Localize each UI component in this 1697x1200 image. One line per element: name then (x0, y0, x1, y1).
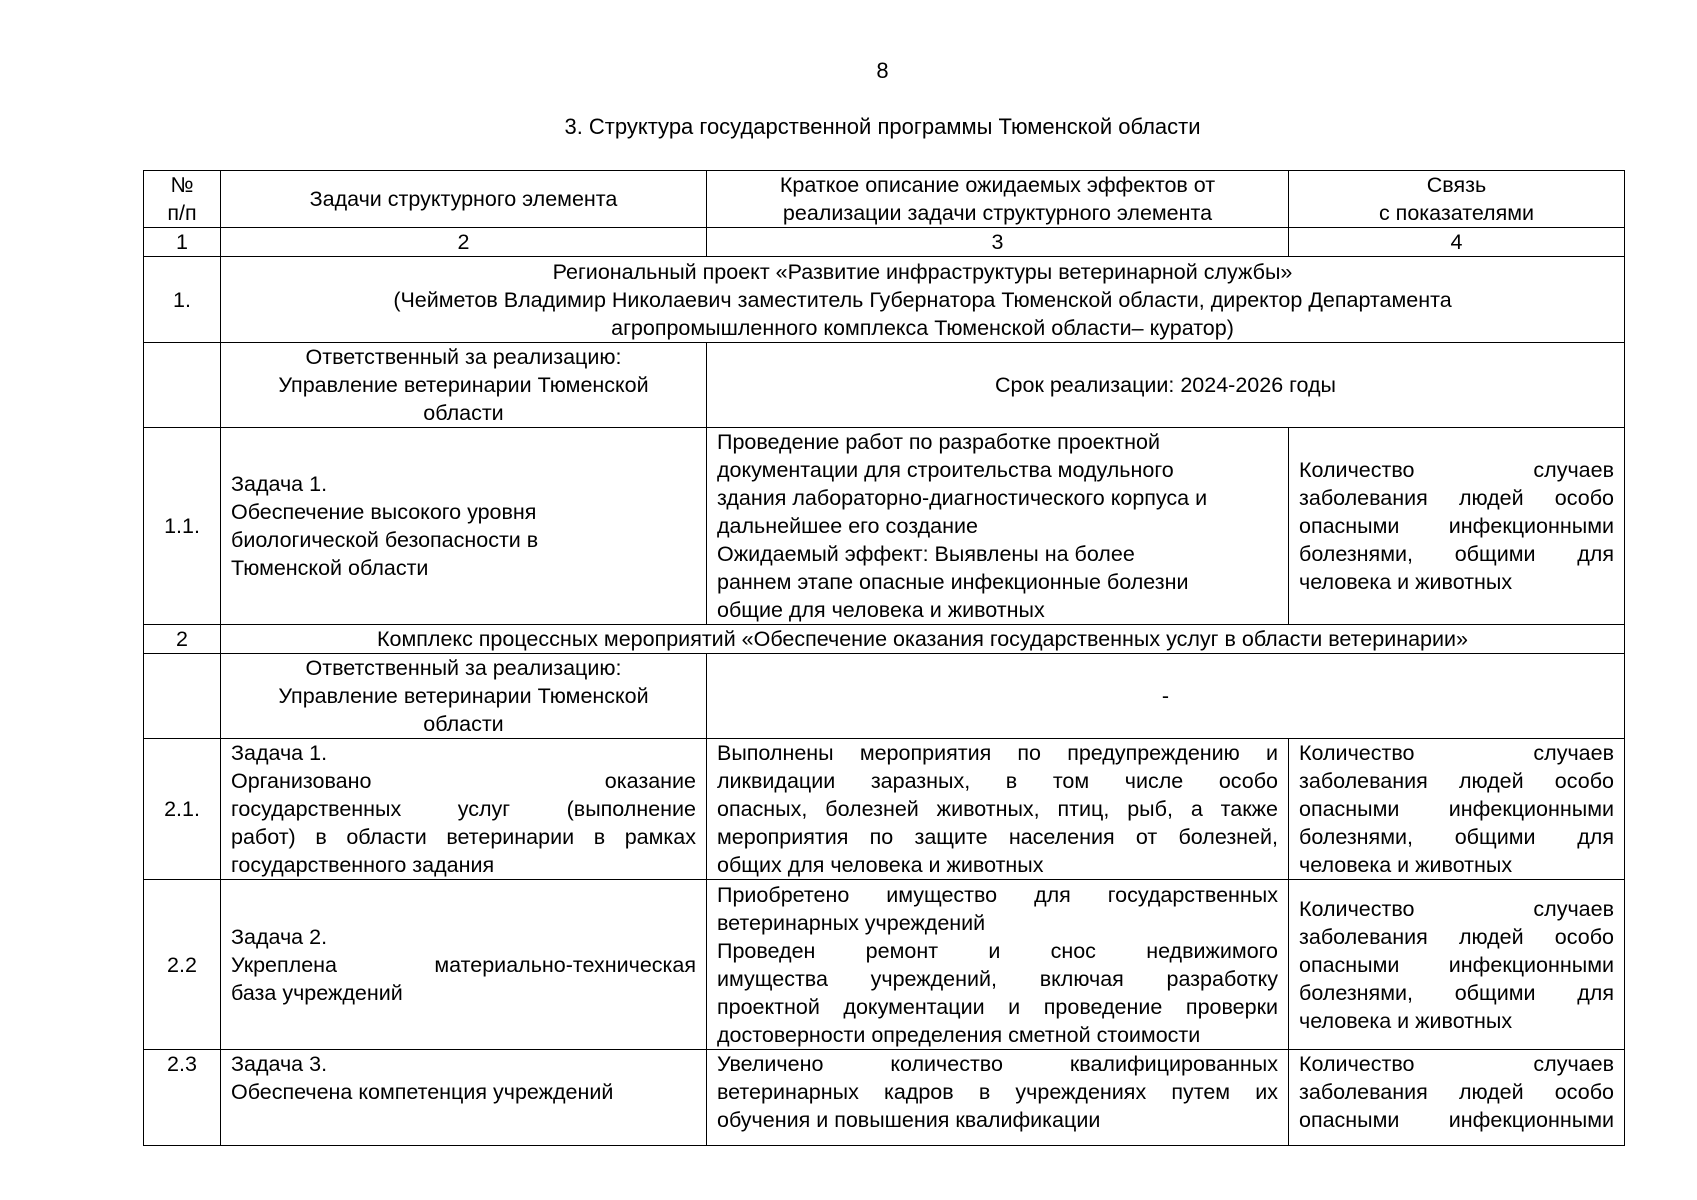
header-row (144, 171, 1625, 228)
column-number: 2 (221, 228, 707, 257)
indicator-cell: Количество случаев заболевания людей особо опасными инфекционными (1289, 1050, 1625, 1146)
section-row (144, 625, 1625, 654)
task-number: 2.2 (144, 880, 221, 1050)
header-col-effects: Краткое описание ожидаемых эффектов от реализации задачи структурного элемента (707, 171, 1289, 228)
task-row (144, 428, 1625, 625)
header-col-number: № п/п (144, 171, 221, 228)
task-row (144, 880, 1625, 1050)
section-title: Комплекс процессных мероприятий «Обеспечение оказания государственных услуг в области ветеринарии» (221, 625, 1625, 654)
document-title: 3. Структура государственной программы Тюменской области (564, 114, 1201, 139)
column-number: 1 (144, 228, 221, 257)
indicator-cell: Количество случаев заболевания людей особо опасными инфекционными болезнями, общими для человека и животных (1289, 428, 1625, 625)
column-numbers-row (144, 228, 1625, 257)
indicator-cell: Количество случаев заболевания людей особо опасными инфекционными болезнями, общими для человека и животных (1289, 880, 1625, 1050)
empty-cell (144, 343, 221, 428)
task-row (144, 739, 1625, 880)
term-cell: - (707, 654, 1625, 739)
task-number: 1.1. (144, 428, 221, 625)
effect-cell: Выполнены мероприятия по предупреждению и ликвидации заразных, в том числе особо опасных, болезней животных, птиц, рыб, а также мероприятия по защите населения от болезней, общих для человека и животных (707, 739, 1289, 880)
task-number: 2.3 (144, 1050, 221, 1146)
header-col-indicators: Связь с показателями (1289, 171, 1625, 228)
responsible-row (144, 343, 1625, 428)
header-col-tasks: Задачи структурного элемента (221, 171, 707, 228)
effect-cell: Приобретено имущество для государственных ветеринарных учреждений Проведен ремонт и снос недвижимого имущества учреждений, включая разработку проектной документации и проведение проверки достоверности определения сметной стоимости (707, 880, 1289, 1050)
task-cell: Задача 2. Укреплена материально-техническая база учреждений (221, 880, 707, 1050)
section-number: 2 (144, 625, 221, 654)
column-number: 3 (707, 228, 1289, 257)
term-cell: Срок реализации: 2024-2026 годы (707, 343, 1625, 428)
responsible-cell: Ответственный за реализацию: Управление ветеринарии Тюменской области (221, 654, 707, 739)
responsible-row (144, 654, 1625, 739)
column-number: 4 (1289, 228, 1625, 257)
task-cell: Задача 1. Обеспечение высокого уровня биологической безопасности в Тюменской области (221, 428, 707, 625)
task-number: 2.1. (144, 739, 221, 880)
structure-table (143, 170, 1625, 1146)
page-number: 8 (876, 58, 889, 83)
responsible-cell: Ответственный за реализацию: Управление ветеринарии Тюменской области (221, 343, 707, 428)
empty-cell (144, 654, 221, 739)
section-row (144, 257, 1625, 343)
task-cell: Задача 3. Обеспечена компетенция учреждений (221, 1050, 707, 1146)
indicator-cell: Количество случаев заболевания людей особо опасными инфекционными болезнями, общими для человека и животных (1289, 739, 1625, 880)
section-number: 1. (144, 257, 221, 343)
task-row (144, 1050, 1625, 1146)
effect-cell: Увеличено количество квалифицированных ветеринарных кадров в учреждениях путем их обучения и повышения квалификации (707, 1050, 1289, 1146)
task-cell: Задача 1. Организовано оказание государственных услуг (выполнение работ) в области ветеринарии в рамках государственного задания (221, 739, 707, 880)
section-title: Региональный проект «Развитие инфраструктуры ветеринарной службы» (Чейметов Владимир Николаевич заместитель Губернатора Тюменской области, директор Департамента агропромышленного комплекса Тюменской области– куратор) (221, 257, 1625, 343)
effect-cell: Проведение работ по разработке проектной документации для строительства модульного здания лабораторно-диагностического корпуса и дальнейшее его создание Ожидаемый эффект: Выявлены на более раннем этапе опасные инфекционные болезни общие для человека и животных (707, 428, 1289, 625)
